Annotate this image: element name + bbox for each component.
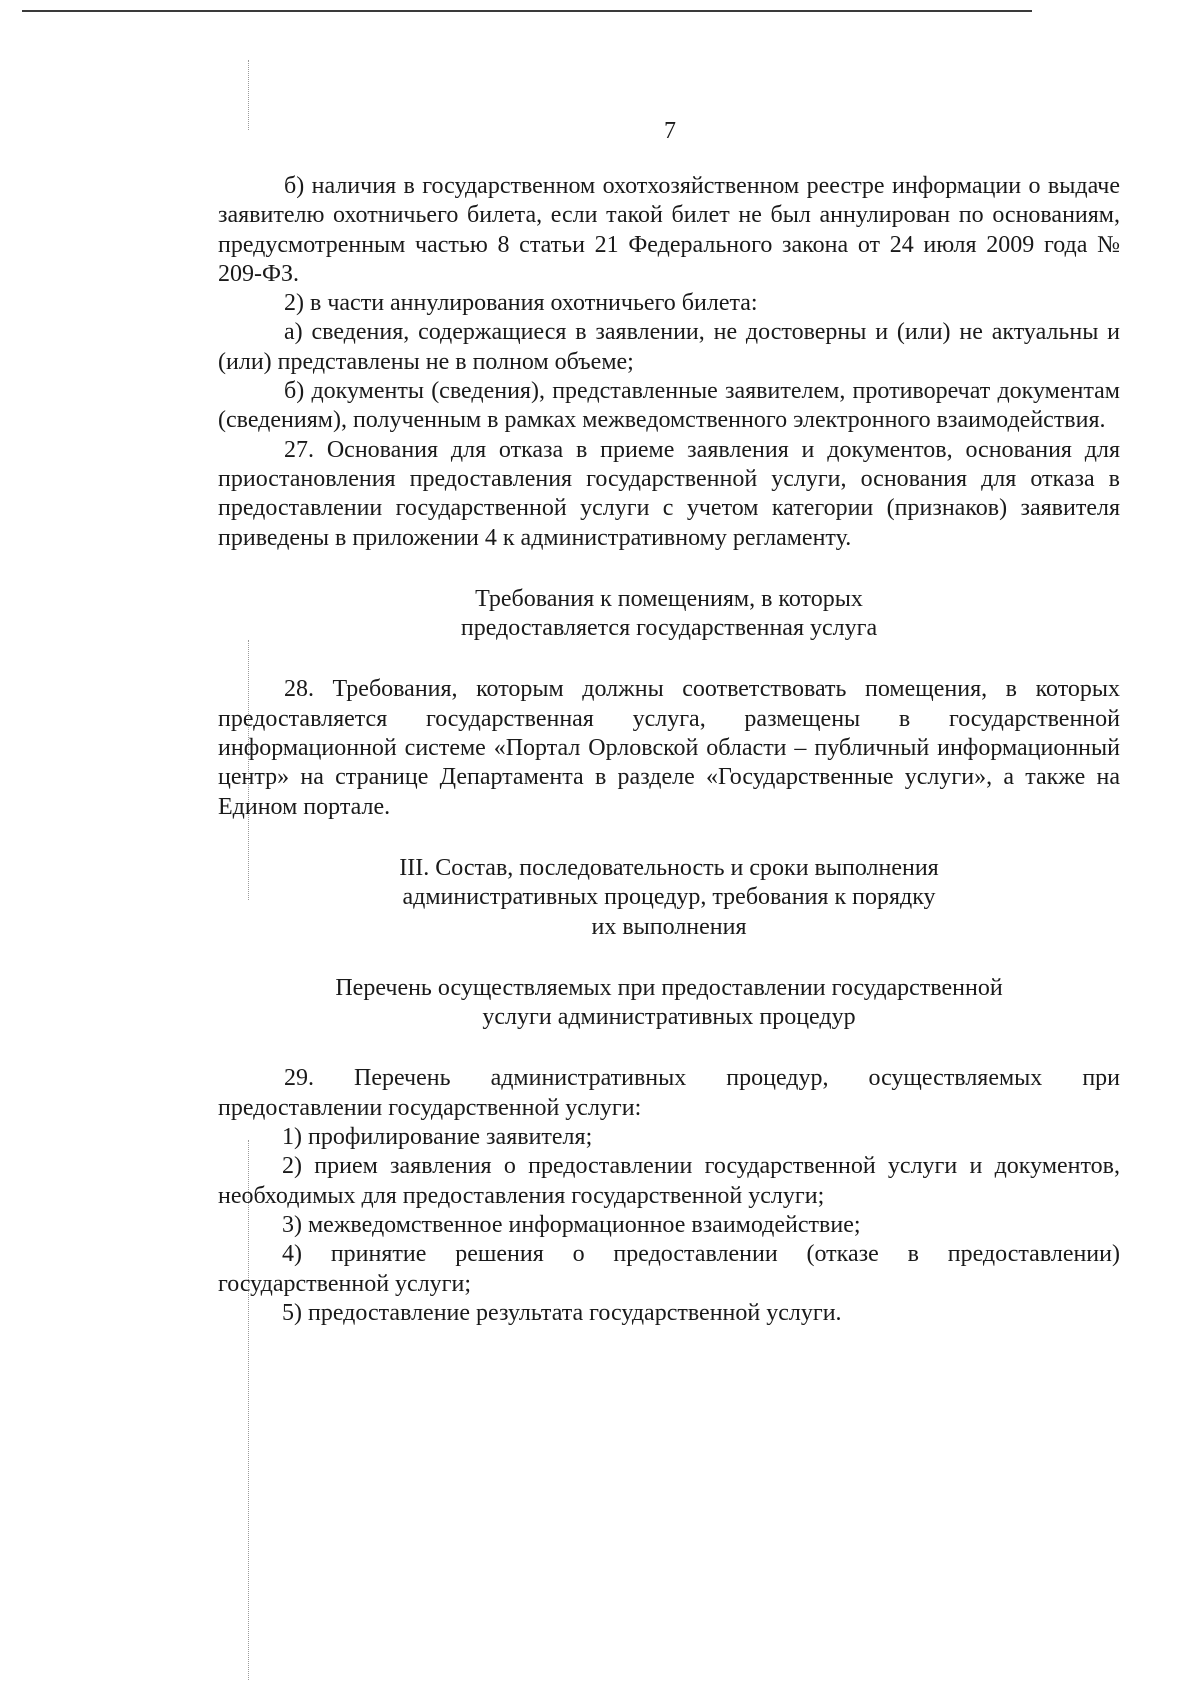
list-item: 1) профилирование заявителя; — [282, 1124, 593, 1151]
heading-line: Перечень осуществляемых при предоставлении государственной — [335, 974, 1003, 1001]
heading-line: предоставляется государственная услуга — [460, 615, 878, 642]
paragraph-annul-a: а) сведения, содержащиеся в заявлении, не достоверны и (или) не актуальны и (или) представлены не в полном объеме; — [218, 319, 1120, 375]
list-item: 2) прием заявления о предоставлении государственной услуги и документов, необходимых для предоставления государственной услуги; — [218, 1153, 1120, 1209]
heading-line: административных процедур, требования к порядку — [402, 884, 936, 911]
section-heading-procedures-list — [218, 974, 1120, 1033]
page-number: 7 — [664, 118, 676, 144]
document-body — [218, 172, 1120, 1328]
heading-line: услуги административных процедур — [482, 1004, 856, 1031]
scan-top-rule — [22, 10, 1032, 12]
list-item: 3) межведомственное информационное взаимодействие; — [282, 1211, 861, 1238]
paragraph-28: 28. Требования, которым должны соответствовать помещения, в которых предоставляется государственная услуга, размещены в государственной информационной системе «Портал Орловской области – публичный информационный центр» на странице Департамента в разделе «Государственные услуги», а также на Едином портале. — [218, 676, 1120, 820]
heading-line: Требования к помещениям, в которых — [475, 585, 863, 612]
paragraph-annul-intro: 2) в части аннулирования охотничьего билета: — [284, 290, 758, 317]
section-heading-iii — [218, 854, 1120, 942]
heading-line: III. Состав, последовательность и сроки выполнения — [399, 854, 939, 881]
list-item: 4) принятие решения о предоставлении (отказе в предоставлении) государственной услуги; — [218, 1241, 1120, 1297]
paragraph-27: 27. Основания для отказа в приеме заявления и документов, основания для приостановления предоставления государственной услуги, основания для отказа в предоставлении государственной услуги с учетом категории (признаков) заявителя приведены в приложении 4 к административному регламенту. — [218, 436, 1120, 551]
paragraph-29: 29. Перечень административных процедур, осуществляемых при предоставлении государственной услуги: — [218, 1065, 1120, 1121]
section-heading-premises — [218, 585, 1120, 644]
heading-line: их выполнения — [591, 913, 747, 940]
paragraph-annul-b: б) документы (сведения), представленные заявителем, противоречат документам (сведениям), полученным в рамках межведомственного электронного взаимодействия. — [218, 378, 1120, 434]
paragraph-26-b: б) наличия в государственном охотхозяйственном реестре информации о выдаче заявителю охотничьего билета, если такой билет не был аннулирован по основаниям, предусмотренным частью 8 статьи 21 Федерального закона от 24 июля 2009 года № 209-ФЗ. — [218, 173, 1120, 287]
list-item: 5) предоставление результата государственной услуги. — [282, 1299, 842, 1326]
